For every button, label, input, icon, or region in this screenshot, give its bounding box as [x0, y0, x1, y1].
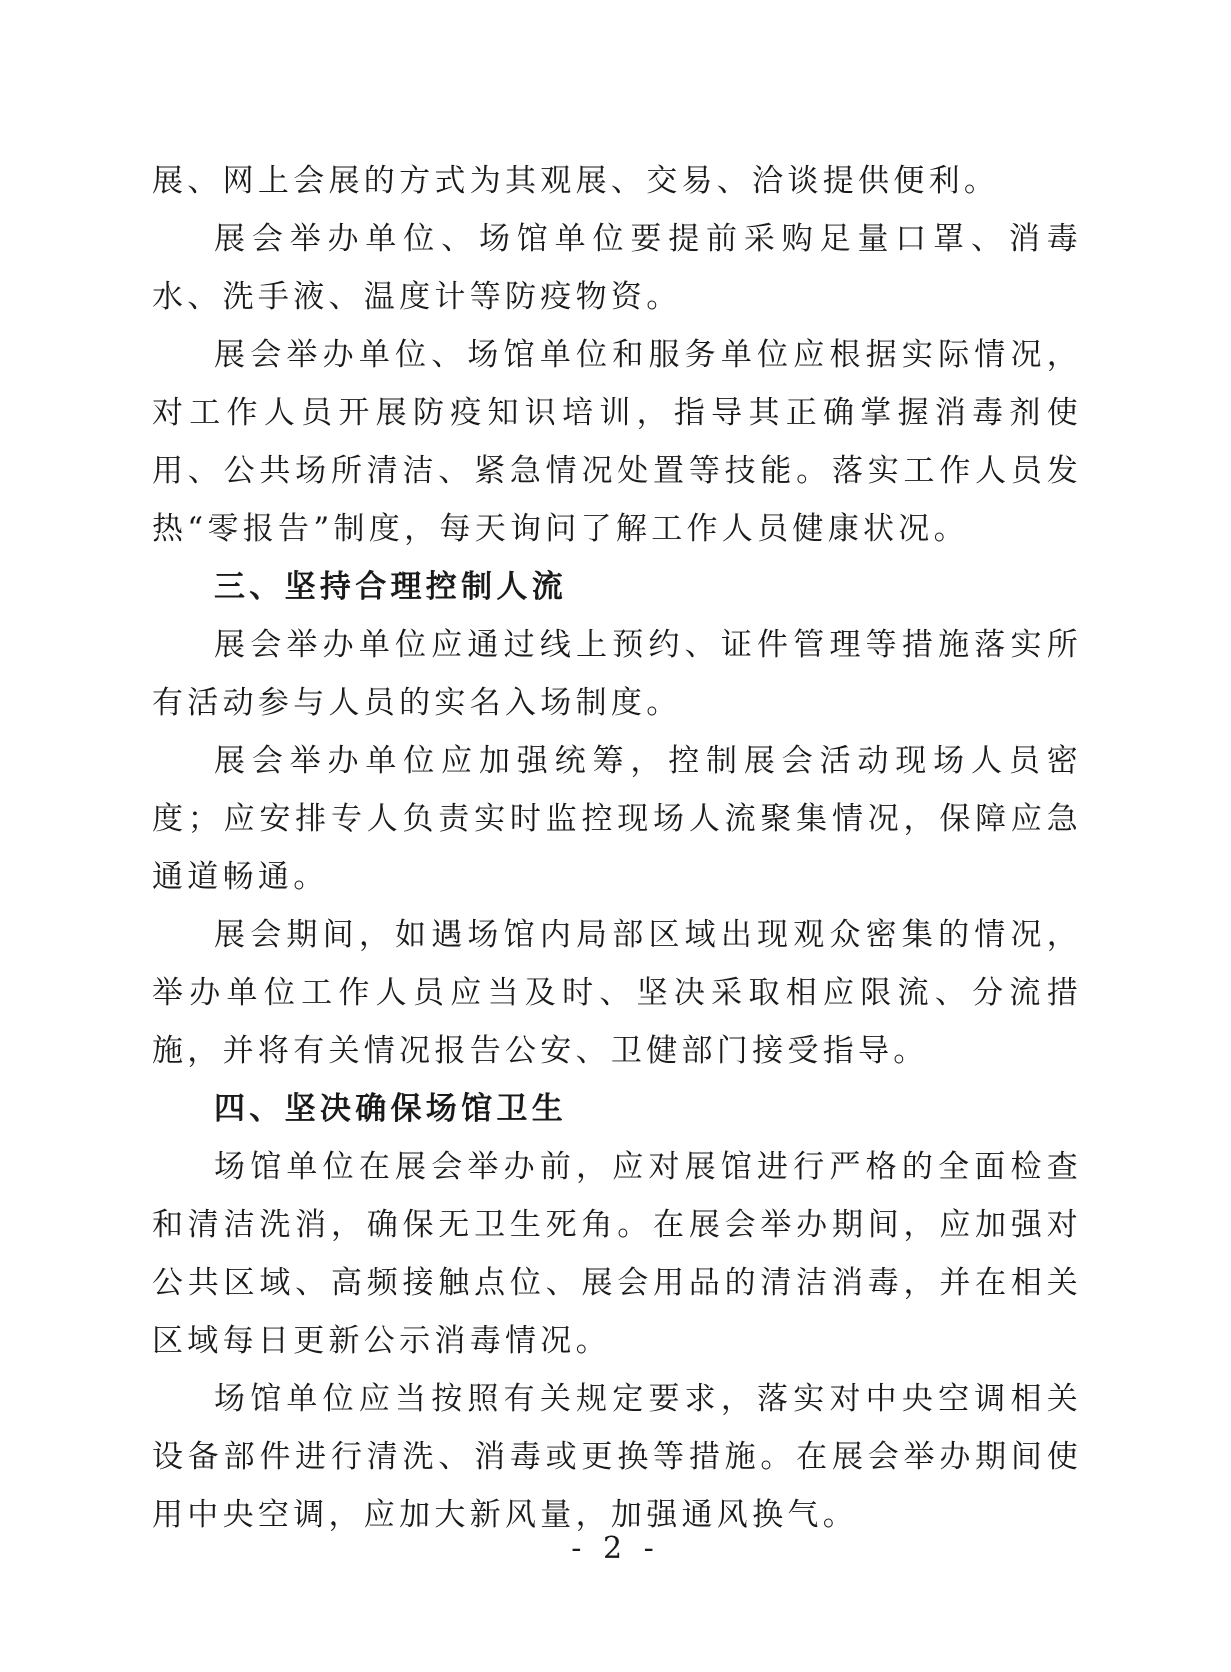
- section-heading-venue-hygiene: 四、坚决确保场馆卫生: [214, 1091, 567, 1127]
- paragraph-density-control: 展会举办单位应加强统筹，控制展会活动现场人员密度；应安排专人负责实时监控现场人流聚集情况，保障应急通道畅通。: [152, 743, 1082, 895]
- paragraph-real-name-entry: 展会举办单位应通过线上预约、证件管理等措施落实所有活动参与人员的实名入场制度。: [152, 627, 1082, 721]
- document-body: [152, 152, 1082, 1544]
- section-heading-crowd-control: 三、坚持合理控制人流: [214, 569, 567, 605]
- paragraph-supplies: 展会举办单位、场馆单位要提前采购足量口罩、消毒水、洗手液、温度计等防疫物资。: [152, 221, 1082, 315]
- paragraph-air-conditioning: 场馆单位应当按照有关规定要求，落实对中央空调相关设备部件进行清洗、消毒或更换等措施。在展会举办期间使用中央空调，应加大新风量，加强通风换气。: [152, 1381, 1082, 1533]
- page-number: - 2 -: [571, 1531, 660, 1566]
- paragraph-staff-training: 展会举办单位、场馆单位和服务单位应根据实际情况，对工作人员开展防疫知识培训，指导其正确掌握消毒剂使用、公共场所清洁、紧急情况处置等技能。落实工作人员发热“零报告”制度，每天询问了解工作人员健康状况。: [152, 337, 1082, 547]
- paragraph-venue-cleaning: 场馆单位在展会举办前，应对展馆进行严格的全面检查和清洁洗消，确保无卫生死角。在展会举办期间，应加强对公共区域、高频接触点位、展会用品的清洁消毒，并在相关区域每日更新公示消毒情况。: [152, 1149, 1082, 1359]
- paragraph-crowd-diversion: 展会期间，如遇场馆内局部区域出现观众密集的情况，举办单位工作人员应当及时、坚决采取相应限流、分流措施，并将有关情况报告公安、卫健部门接受指导。: [152, 917, 1082, 1069]
- paragraph-continuation: 展、网上会展的方式为其观展、交易、洽谈提供便利。: [152, 163, 1000, 199]
